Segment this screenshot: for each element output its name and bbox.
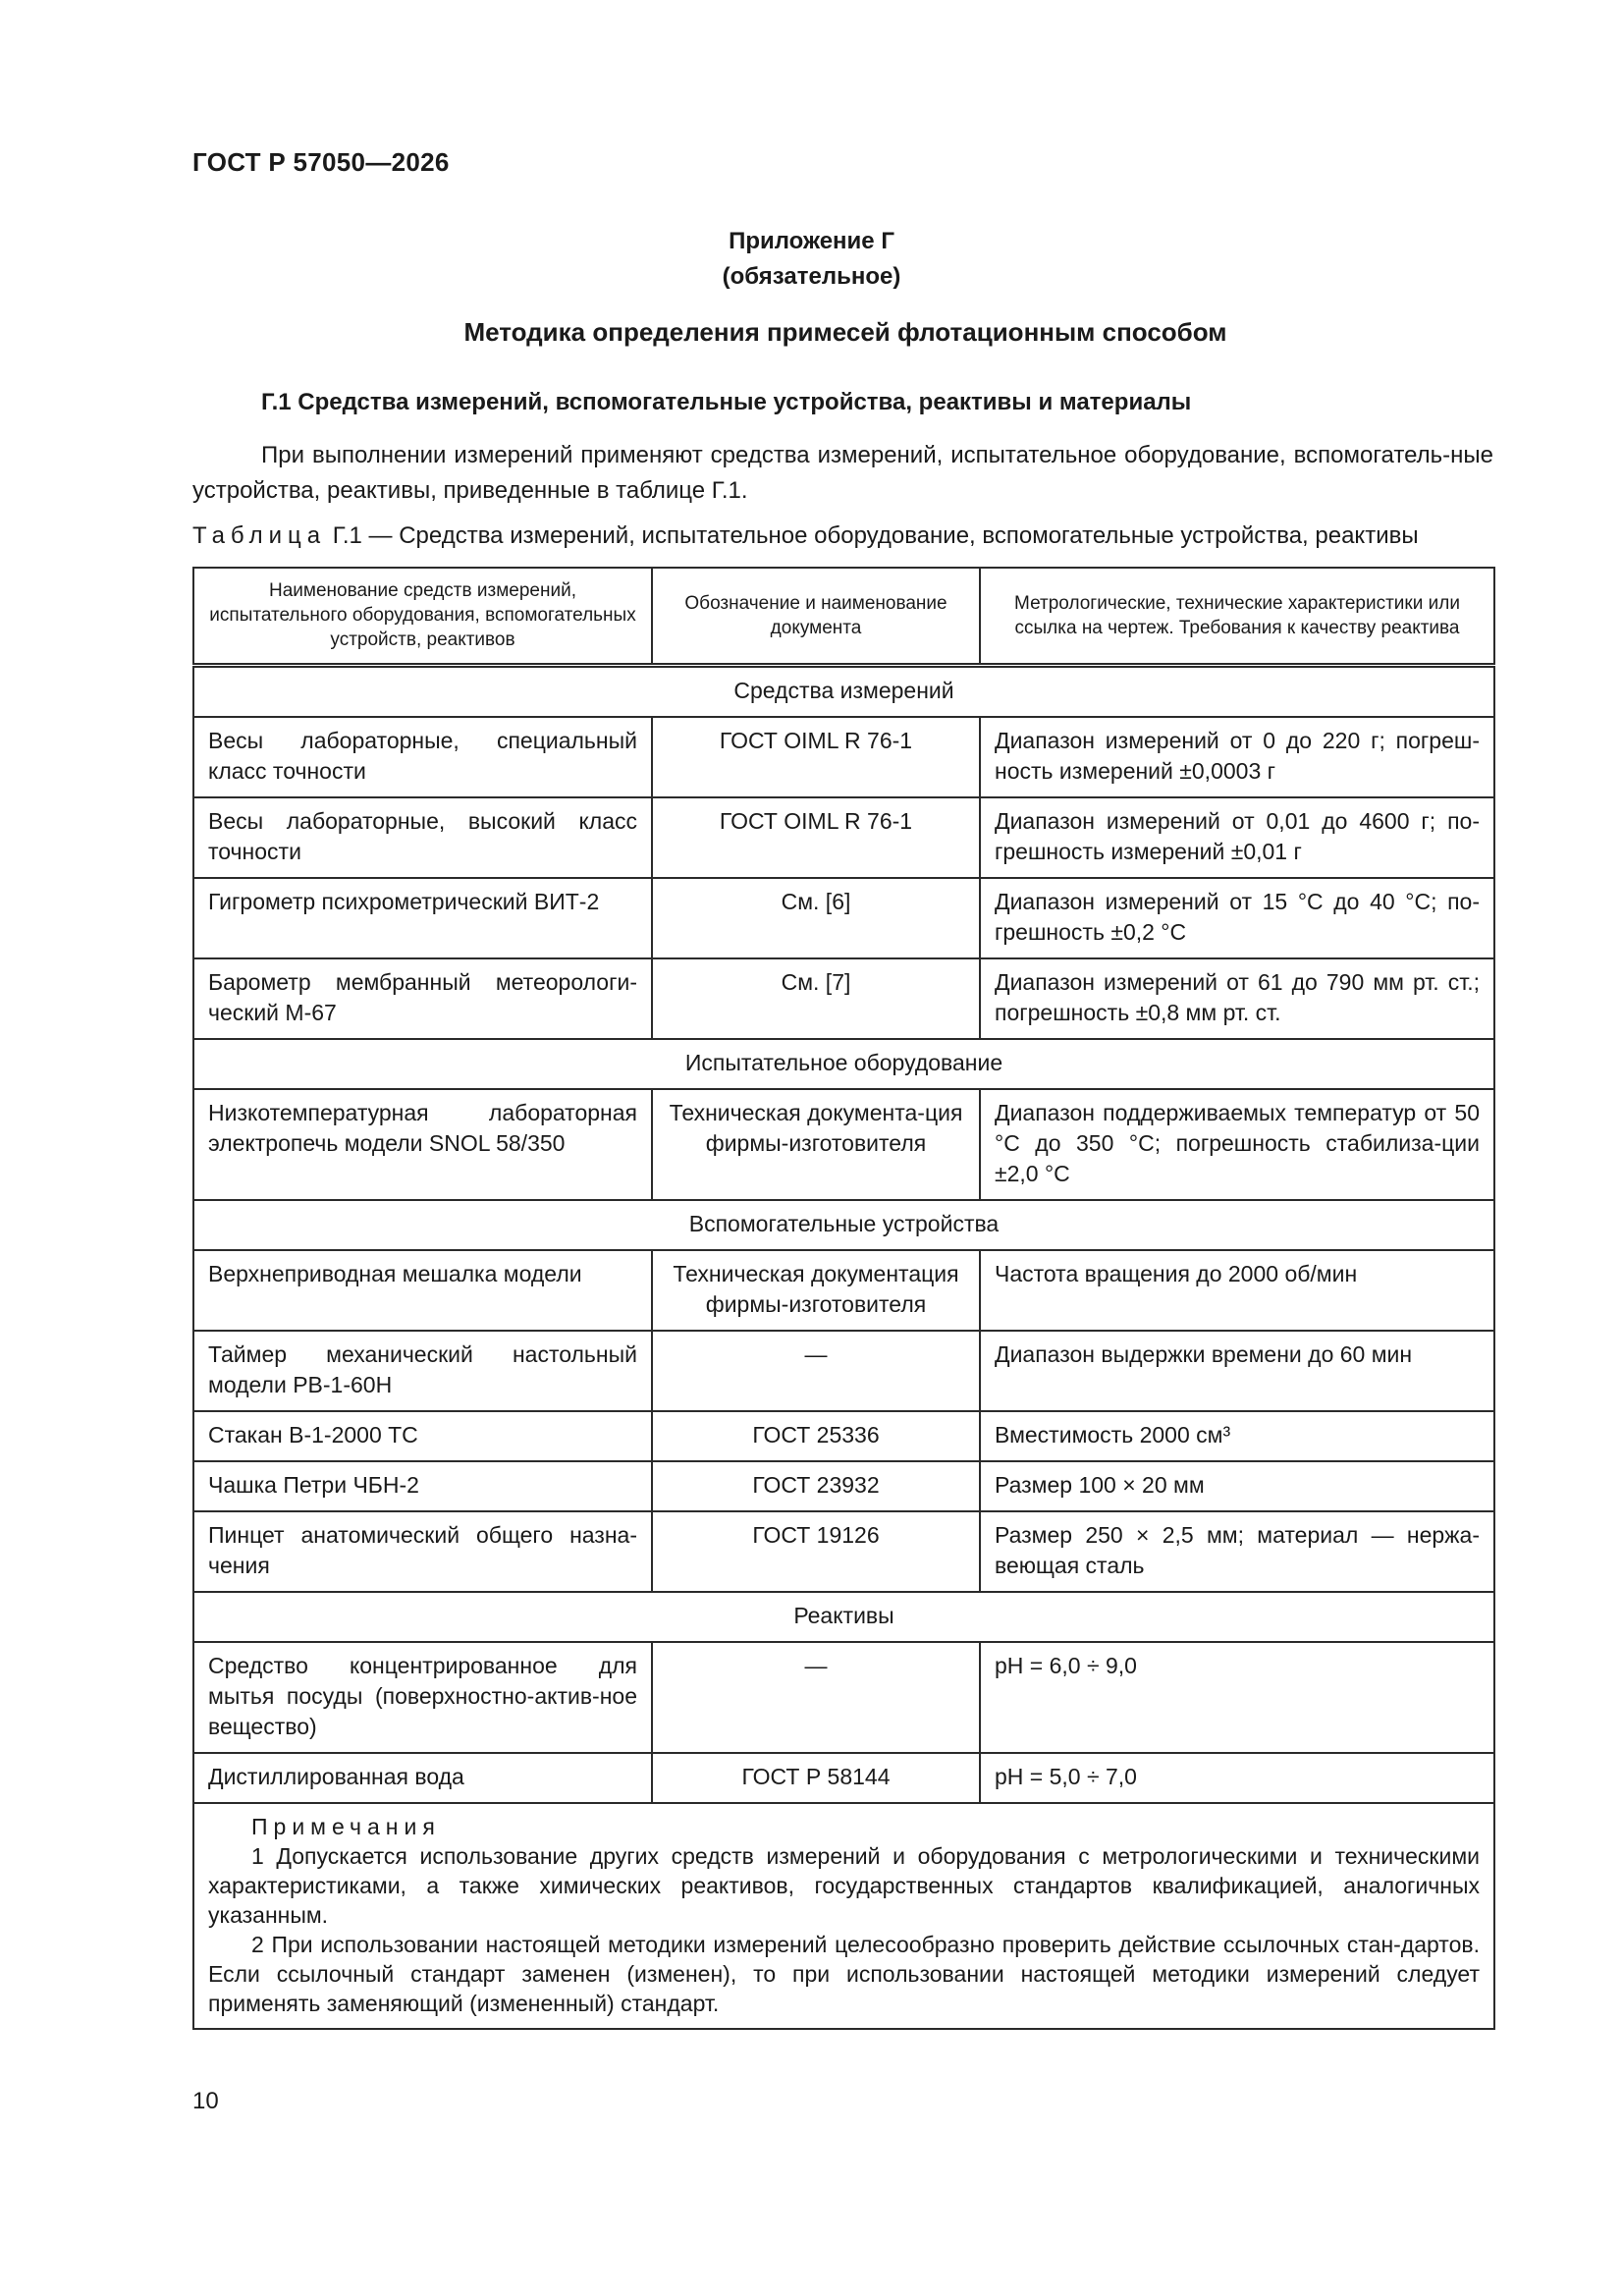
cell-characteristics: Вместимость 2000 см³ [980,1411,1494,1461]
cell-characteristics: Диапазон выдержки времени до 60 мин [980,1331,1494,1411]
main-title: Методика определения примесей флотационным способом [463,317,1227,347]
cell-document: См. [7] [652,958,980,1039]
cell-name: Весы лабораторные, высокий класс точности [193,797,652,878]
cell-document: — [652,1331,980,1411]
table-caption-text: Г.1 — Средства измерений, испытательное оборудование, вспомогательные устройства, реактивы [326,522,1419,549]
cell-characteristics: Частота вращения до 2000 об/мин [980,1250,1494,1331]
note-item: 1 Допускается использование других средств измерений и оборудования с метрологическими и техническими характеристиками, а также химических реактивов, государственных стандартов квалификацией, аналогичных указанным. [208,1843,1480,1928]
cell-document: ГОСТ 23932 [652,1461,980,1511]
table-caption-label: Таблица [192,522,327,549]
table-row [193,878,1494,958]
table-caption [192,522,1419,550]
cell-document: ГОСТ Р 58144 [652,1753,980,1803]
group-row-auxiliary [193,1200,1494,1250]
cell-document: ГОСТ OIML R 76-1 [652,797,980,878]
equipment-table [192,567,1495,2030]
table-row [193,1511,1494,1592]
cell-document: Техническая документация фирмы-изготовителя [652,1250,980,1331]
notes-title: Примечания [251,1814,441,1839]
table-row [193,1331,1494,1411]
cell-document: — [652,1642,980,1753]
notes-row [193,1803,1494,2029]
note-item: 2 При использовании настоящей методики измерений целесообразно проверить действие ссылочных стан-дартов. Если ссылочный стандарт заменен (изменен), то при использовании настоящей методики измерений следует применять заменяющий (измененный) стандарт. [208,1932,1480,2016]
cell-name: Дистиллированная вода [193,1753,652,1803]
group-title: Реактивы [193,1592,1494,1642]
cell-characteristics: Диапазон измерений от 15 °С до 40 °С; по-грешность ±0,2 °С [980,878,1494,958]
group-title: Испытательное оборудование [193,1039,1494,1089]
document-code: ГОСТ Р 57050—2026 [192,147,450,177]
cell-document: См. [6] [652,878,980,958]
annex-title: Приложение Г [729,228,894,254]
table-row [193,1089,1494,1200]
section-heading: Г.1 Средства измерений, вспомогательные устройства, реактивы и материалы [261,389,1192,415]
cell-name: Пинцет анатомический общего назна-чения [193,1511,652,1592]
group-title: Вспомогательные устройства [193,1200,1494,1250]
table-row [193,1642,1494,1753]
cell-name: Барометр мембранный метеорологи-ческий М-67 [193,958,652,1039]
cell-characteristics: Диапазон измерений от 61 до 790 мм рт. ст.; погрешность ±0,8 мм рт. ст. [980,958,1494,1039]
header-cell-characteristics: Метрологические, технические характеристики или ссылка на чертеж. Требования к качеству реактива [980,568,1494,666]
table-row [193,1250,1494,1331]
cell-characteristics: рН = 5,0 ÷ 7,0 [980,1753,1494,1803]
group-title: Средства измерений [193,666,1494,718]
table-row [193,958,1494,1039]
cell-document: ГОСТ 25336 [652,1411,980,1461]
cell-document: Техническая документа-ция фирмы-изготовителя [652,1089,980,1200]
annex-heading [0,224,1623,295]
cell-name: Верхнеприводная мешалка модели [193,1250,652,1331]
group-row-reagents [193,1592,1494,1642]
cell-name: Чашка Петри ЧБН-2 [193,1461,652,1511]
cell-characteristics: Диапазон измерений от 0 до 220 г; погреш-ность измерений ±0,0003 г [980,717,1494,797]
table-header-row [193,568,1494,666]
annex-status: (обязательное) [722,263,901,290]
cell-name: Весы лабораторные, специальный класс точности [193,717,652,797]
page-number: 10 [192,2088,219,2114]
cell-characteristics: рН = 6,0 ÷ 9,0 [980,1642,1494,1753]
cell-name: Гигрометр психрометрический ВИТ-2 [193,878,652,958]
table-row [193,1411,1494,1461]
cell-characteristics: Размер 100 × 20 мм [980,1461,1494,1511]
table-row [193,717,1494,797]
cell-name: Низкотемпературная лабораторная электропечь модели SNOL 58/350 [193,1089,652,1200]
cell-name: Средство концентрированное для мытья посуды (поверхностно-актив-ное вещество) [193,1642,652,1753]
cell-name: Стакан В-1-2000 ТС [193,1411,652,1461]
table-row [193,1461,1494,1511]
cell-characteristics: Диапазон поддерживаемых температур от 50 °С до 350 °С; погрешность стабилиза-ции ±2,0 °С [980,1089,1494,1200]
cell-document: ГОСТ OIML R 76-1 [652,717,980,797]
intro-paragraph: При выполнении измерений применяют средства измерений, испытательное оборудование, вспомогатель-ные устройства, реактивы, приведенные в таблице Г.1. [192,442,1493,504]
table-notes [193,1803,1494,2029]
cell-characteristics: Диапазон измерений от 0,01 до 4600 г; по-грешность измерений ±0,01 г [980,797,1494,878]
table-row [193,1753,1494,1803]
group-row-test-equipment [193,1039,1494,1089]
cell-name: Таймер механический настольный модели РВ-1-60Н [193,1331,652,1411]
cell-characteristics: Размер 250 × 2,5 мм; материал — нержа-веющая сталь [980,1511,1494,1592]
table-row [193,797,1494,878]
header-cell-name: Наименование средств измерений, испытательного оборудования, вспомогательных устройств, реактивов [193,568,652,666]
header-cell-document: Обозначение и наименование документа [652,568,980,666]
cell-document: ГОСТ 19126 [652,1511,980,1592]
group-row-measuring [193,666,1494,718]
